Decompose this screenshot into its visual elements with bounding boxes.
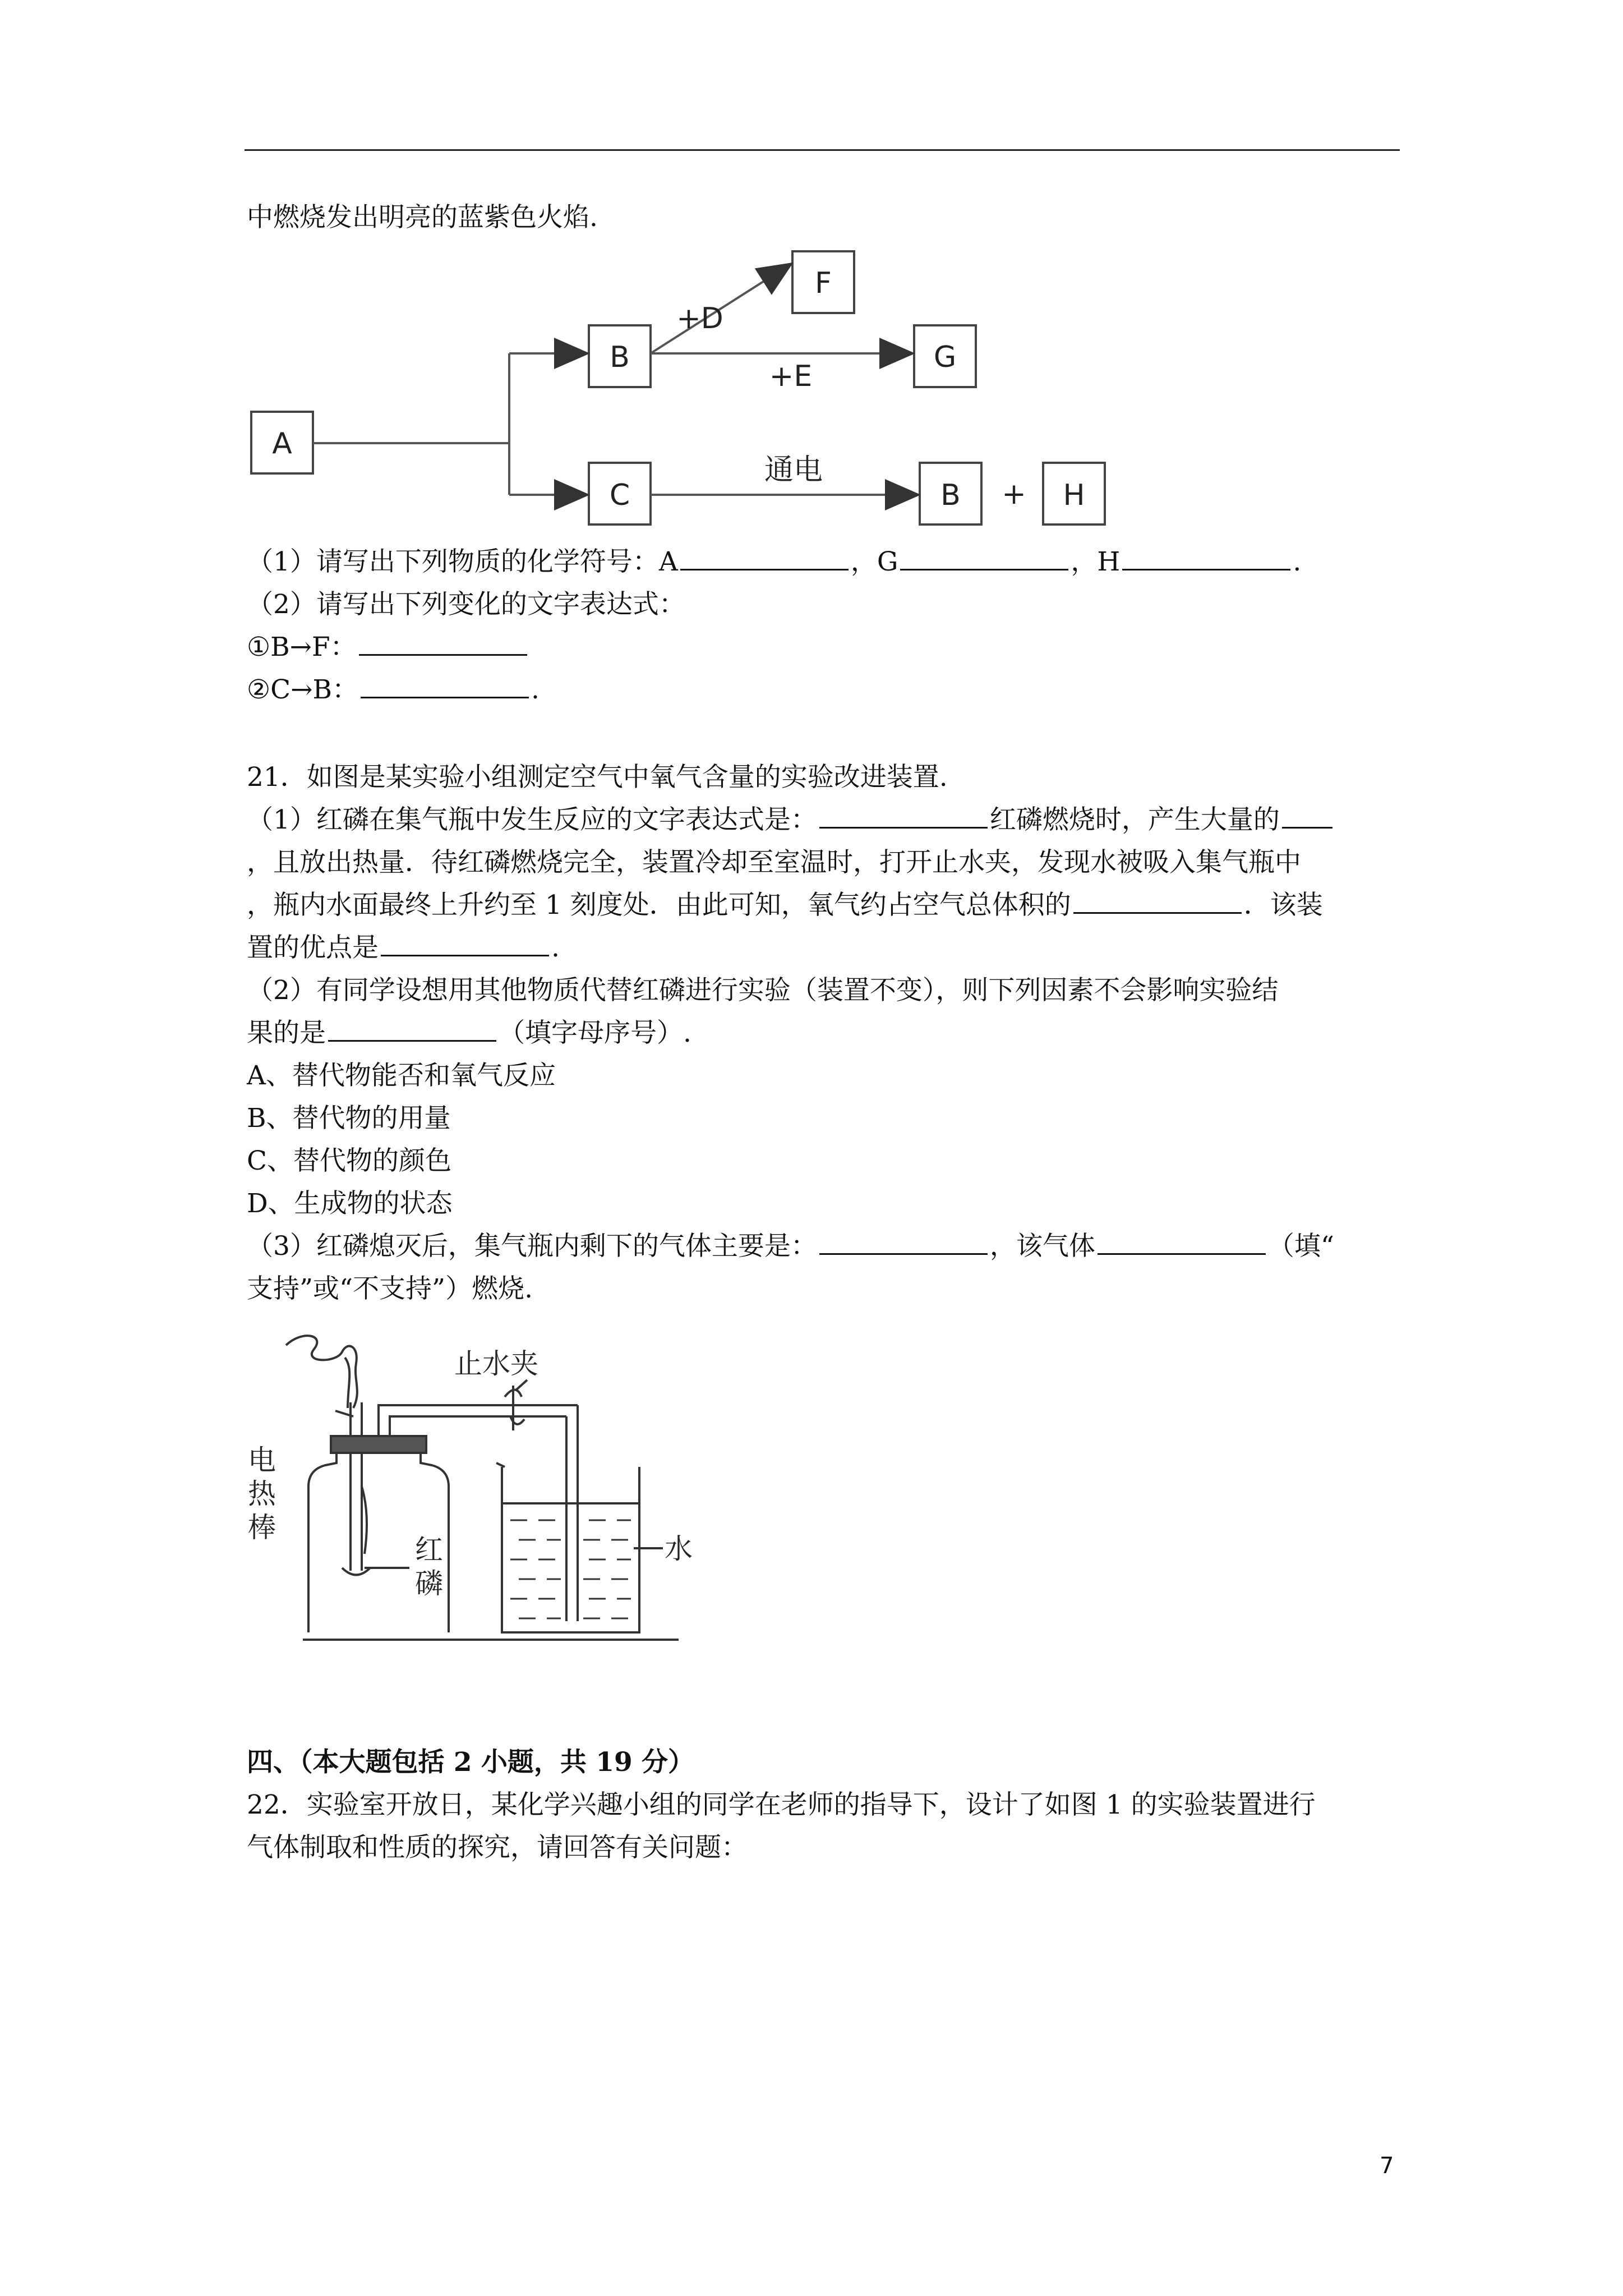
q21-title: 21．如图是某实验小组测定空气中氧气含量的实验改进装置. — [247, 762, 948, 793]
label-clamp: 止水夹 — [454, 1347, 538, 1380]
header-rule — [245, 149, 1400, 151]
answer-blank-gas[interactable] — [819, 1227, 988, 1255]
q21-line3: ，瓶内水面最终上升约至 1 刻度处．由此可知，氧气约占空气总体积的 ．该装 — [247, 884, 1323, 927]
label-f: F — [815, 266, 832, 300]
q21-line1: （1）红磷在集气瓶中发生反应的文字表达式是： 红磷燃烧时，产生大量的 — [247, 799, 1335, 841]
q20-part2b: ②C→B： . — [247, 669, 540, 711]
label-a: A — [272, 427, 292, 461]
answer-blank-h[interactable] — [1122, 543, 1290, 570]
answer-blank-smoke[interactable] — [1282, 801, 1332, 829]
apparatus-diagram — [241, 1318, 802, 1655]
q22-line2: 气体制取和性质的探究，请回答有关问题： — [247, 1832, 748, 1863]
option-d: D、生成物的状态 — [247, 1188, 453, 1219]
label-g: G — [933, 341, 957, 374]
label-b: B — [610, 341, 630, 374]
answer-blank-fraction[interactable] — [1073, 886, 1242, 914]
section-heading: 四、（本大题包括 2 小题，共 19 分） — [247, 1747, 695, 1778]
label-plus: + — [1002, 477, 1026, 511]
label-rod-3: 棒 — [248, 1511, 276, 1544]
q21-line4: 置的优点是 . — [247, 927, 560, 969]
q20-part2a: ①B→F： — [247, 626, 529, 669]
answer-blank-support[interactable] — [1098, 1227, 1266, 1255]
answer-blank-advantage[interactable] — [381, 929, 549, 956]
label-water: 水 — [665, 1533, 693, 1565]
label-electrolysis: 通电 — [764, 453, 823, 487]
label-rod-2: 热 — [248, 1478, 276, 1510]
page-number: 7 — [1380, 2153, 1394, 2179]
q20-part2: （2）请写出下列变化的文字表达式： — [247, 589, 685, 620]
answer-blank-bf[interactable] — [359, 628, 527, 656]
label-rod-1: 电 — [248, 1444, 276, 1476]
q20-part1: （1）请写出下列物质的化学符号：A ，G ，H . — [247, 541, 1301, 583]
option-b: B、替代物的用量 — [247, 1103, 451, 1134]
option-c: C、替代物的颜色 — [247, 1145, 451, 1176]
answer-blank-equation[interactable] — [819, 801, 988, 829]
q22-line1: 22．实验室开放日，某化学兴趣小组的同学在老师的指导下，设计了如图 1 的实验装置进行 — [247, 1789, 1316, 1820]
label-phos-1: 红 — [415, 1534, 443, 1566]
q21-line6: 果的是 （填字母序号）. — [247, 1012, 691, 1055]
label-plus-d: +D — [676, 302, 723, 335]
label-phos-2: 磷 — [415, 1567, 443, 1600]
answer-blank-a[interactable] — [680, 543, 849, 570]
label-plus-e: +E — [769, 360, 813, 393]
q21-line7: （3）红磷熄灭后，集气瓶内剩下的气体主要是： ，该气体 （填“ — [247, 1225, 1334, 1268]
text-line: 中燃烧发出明亮的蓝紫色火焰. — [247, 202, 598, 233]
option-a: A、替代物能否和氧气反应 — [247, 1060, 556, 1091]
q21-line5: （2）有同学设想用其他物质代替红磷进行实验（装置不变），则下列因素不会影响实验结 — [247, 975, 1279, 1006]
q21-line2: ，且放出热量．待红磷燃烧完全，装置冷却至室温时，打开止水夹，发现水被吸入集气瓶中 — [247, 847, 1301, 878]
answer-blank-g[interactable] — [900, 543, 1068, 570]
reaction-flow-diagram — [241, 247, 1127, 539]
label-b2: B — [940, 478, 961, 512]
answer-blank-choice[interactable] — [328, 1014, 496, 1042]
label-c: C — [609, 478, 630, 512]
answer-blank-cb[interactable] — [361, 671, 529, 698]
q21-line8: 支持”或“不支持”）燃烧. — [247, 1273, 533, 1304]
label-h: H — [1063, 478, 1085, 512]
